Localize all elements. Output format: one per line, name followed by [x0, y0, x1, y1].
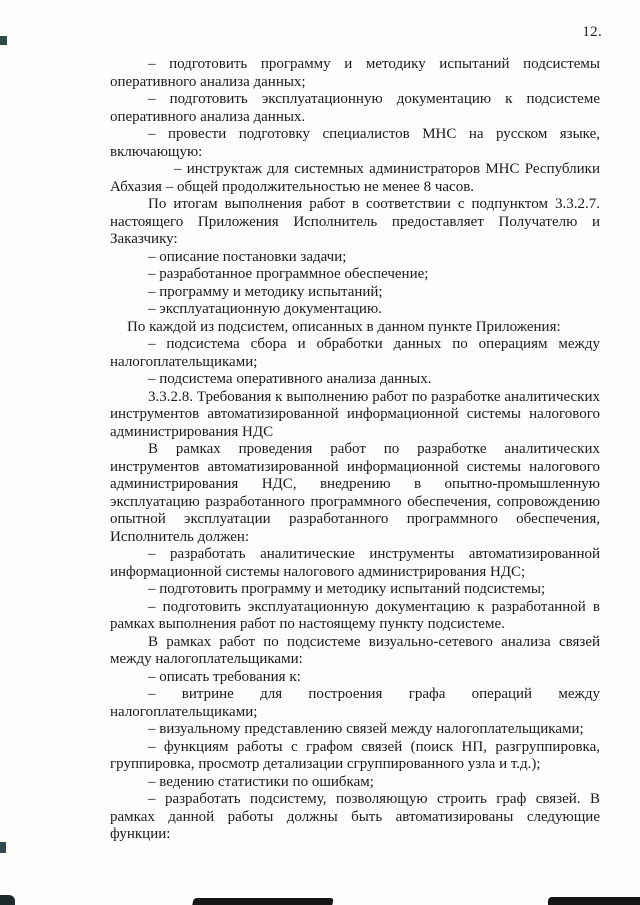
paragraph: – подсистема оперативного анализа данных.: [148, 371, 432, 387]
paragraph: – описать требования к:: [148, 668, 301, 685]
paragraph: – подготовить эксплуатационную документацию к подсистеме оперативного анализа данных.: [110, 91, 600, 125]
paragraph: – подготовить эксплуатационную документацию к разработанной в рамках выполнения работ по настоящему пункту подсистеме.: [110, 598, 600, 632]
paragraph: По итогам выполнения работ в соответствии с подпунктом 3.3.2.7. настоящего Приложения Исполнитель предоставляет Получателю и Заказчику:: [110, 196, 600, 247]
paragraph: – подсистема сбора и обработки данных по операциям между налогоплательщиками;: [110, 336, 600, 370]
paragraph: – визуальному представлению связей между налогоплательщиками;: [148, 721, 584, 737]
paragraph: – ведению статистики по ошибкам;: [148, 773, 374, 790]
scan-artifact-bottom-left-corner: [0, 895, 15, 905]
paragraph: – эксплуатационную документацию.: [148, 301, 382, 317]
paragraph: – инструктаж для системных администраторов МНС Республики Абхазия – общей продолжительностью не менее 8 часов.: [110, 161, 600, 195]
scan-artifact-bottom-right-streak: [548, 897, 640, 905]
paragraph: – разработанное программное обеспечение;: [148, 266, 429, 282]
paragraph: – подготовить программу и методику испытаний подсистемы оперативного анализа данных;: [110, 56, 600, 90]
paragraph: – провести подготовку специалистов МНС на русском языке, включающую:: [110, 126, 600, 160]
paragraph: – функциям работы с графом связей (поиск НП, разгруппировка, группировка, просмотр детализации сгруппированного узла и т.д.);: [110, 738, 600, 772]
document-body: [110, 56, 600, 844]
paragraph: – разработать аналитические инструменты автоматизированной информационной системы налогового администрирования НДС;: [110, 546, 600, 580]
paragraph: – витрине для построения графа операций между налогоплательщиками;: [110, 686, 600, 720]
paragraph: – подготовить программу и методику испытаний подсистемы;: [148, 581, 546, 597]
paragraph: По каждой из подсистем, описанных в данном пункте Приложения:: [127, 318, 561, 335]
scan-artifact-top-left: [0, 36, 7, 45]
paragraph: – программу и методику испытаний;: [148, 283, 383, 300]
page-number: 12.: [582, 24, 602, 40]
paragraph: 3.3.2.8. Требования к выполнению работ по разработке аналитических инструментов автоматизированной информационной системы налогового администрирования НДС: [110, 388, 600, 440]
paragraph: – разработать подсистему, позволяющую строить граф связей. В рамках данной работы должны быть автоматизированы следующие функции:: [110, 791, 600, 842]
scan-artifact-left-lower: [0, 842, 6, 853]
scan-artifact-bottom-streak: [192, 898, 333, 905]
paragraph: – описание постановки задачи;: [148, 248, 347, 265]
paragraph: В рамках проведения работ по разработке аналитических инструментов автоматизированной информационной системы налогового администрирования НДС, внедрению в опытно-промышленную эксплуатацию разработанного программного обеспечения, сопровождению опытной эксплуатации разработанного программного обеспечения, Исполнитель должен:: [110, 441, 600, 545]
paragraph: В рамках работ по подсистеме визуально-сетевого анализа связей между налогоплательщиками:: [110, 633, 600, 667]
